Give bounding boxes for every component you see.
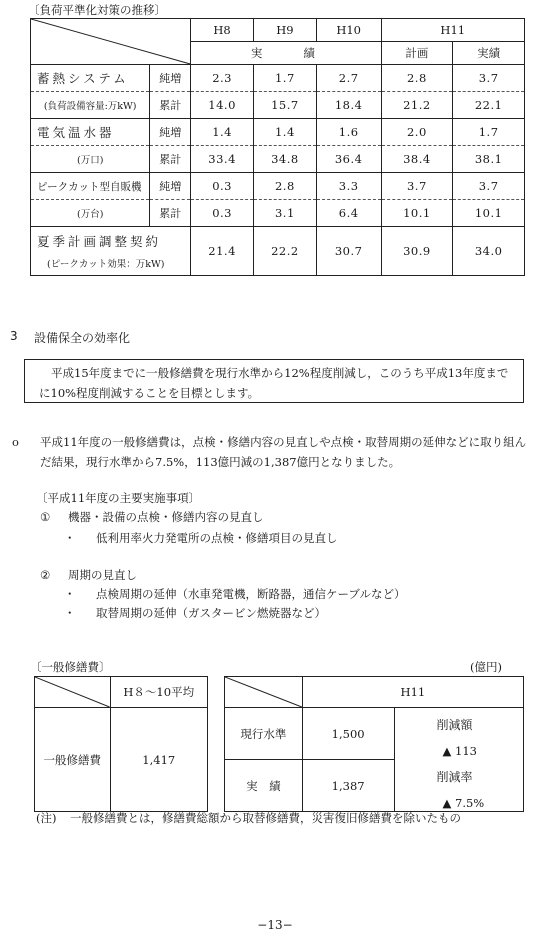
table-cell: 21.4 — [191, 227, 254, 276]
section-title: 設備保全の効率化 — [34, 331, 131, 345]
row-kind: 累計 — [150, 92, 191, 119]
table-cell: 22.1 — [453, 92, 525, 119]
measure-num-2: ② — [40, 568, 51, 582]
table-cell: 3.7 — [453, 173, 525, 200]
table-cell: 2.0 — [381, 119, 453, 146]
table-cell: 3.1 — [253, 200, 316, 227]
year-h10: H10 — [316, 19, 381, 42]
right-diagonal-cell — [225, 677, 303, 708]
repair-caption: 〔一般修繕費〕 — [30, 660, 111, 674]
row-kind: 純増 — [150, 65, 191, 92]
reduction-rate-label: 削減率 — [436, 770, 473, 784]
measure-title-1: 機器・設備の点検・修繕内容の見直し — [68, 510, 264, 524]
header-diagonal-cell — [31, 19, 191, 65]
right-header: H11 — [302, 677, 523, 708]
measure-sub-2-1: 点検周期の延伸（水車発電機，断路器，通信ケーブルなど） — [96, 587, 406, 601]
table-cell: 18.4 — [316, 92, 381, 119]
load-table-caption: 〔負荷平準化対策の推移〕 — [28, 3, 166, 17]
right-row-value: 1,500 — [302, 708, 394, 760]
row-name: 夏季計画調整契約 — [37, 234, 162, 249]
table-cell: 30.9 — [381, 227, 453, 276]
table-cell: 38.1 — [453, 146, 525, 173]
table-cell: 38.4 — [381, 146, 453, 173]
plan-label: 計画 — [381, 42, 453, 65]
row-sub: (ピークカット効果：万kW) — [47, 259, 165, 270]
year-h9: H9 — [253, 19, 316, 42]
row-sub: (万台) — [31, 200, 150, 227]
repair-unit: (億円) — [470, 660, 502, 674]
row-sub: (万口) — [31, 146, 150, 173]
measure-sub-2-2: 取替周期の延伸（ガスタービン燃焼器など） — [96, 606, 326, 620]
measure-sub-1-1: 低利用率火力発電所の点検・修繕項目の見直し — [96, 531, 338, 545]
goal-box — [24, 359, 524, 403]
table-cell: 33.4 — [191, 146, 254, 173]
left-diagonal-cell — [35, 677, 111, 708]
year-h8: H8 — [191, 19, 254, 42]
note-mark: (注) — [36, 811, 57, 825]
bullet-o: o — [12, 435, 19, 449]
table-cell: 10.1 — [453, 200, 525, 227]
table-cell: 1.4 — [253, 119, 316, 146]
table-cell: 6.4 — [316, 200, 381, 227]
right-row-value: 1,387 — [302, 760, 394, 812]
left-header: H８〜10平均 — [110, 677, 208, 708]
table-cell: 36.4 — [316, 146, 381, 173]
table-cell: 34.0 — [453, 227, 525, 276]
measure-dot: ・ — [64, 587, 76, 601]
repair-right-table — [224, 676, 524, 812]
table-cell: 3.3 — [316, 173, 381, 200]
row-kind: 累計 — [150, 146, 191, 173]
load-leveling-table — [30, 18, 525, 276]
table-cell: 30.7 — [316, 227, 381, 276]
right-row-label: 現行水準 — [225, 708, 303, 760]
measures-heading: 〔平成11年度の主要実施事項〕 — [36, 491, 201, 505]
reduction-amount: ▲ 113 — [442, 744, 477, 758]
measure-dot: ・ — [64, 531, 76, 545]
table-cell: 2.7 — [316, 65, 381, 92]
table-cell: 22.2 — [253, 227, 316, 276]
table-cell: 10.1 — [381, 200, 453, 227]
result-paragraph: 平成11年度の一般修繕費は，点検・修繕内容の見直しや点検・取替周期の延伸などに取り組んだ結果，現行水準から7.5%，113億円減の1,387億円となりました。 — [40, 435, 527, 469]
row-kind: 累計 — [150, 200, 191, 227]
table-cell: 34.8 — [253, 146, 316, 173]
measure-title-2: 周期の見直し — [68, 568, 137, 582]
table-cell: 14.0 — [191, 92, 254, 119]
table-cell: 1.4 — [191, 119, 254, 146]
row-name: ピークカット型自販機 — [31, 173, 150, 200]
row-name: 電気温水器 — [31, 119, 150, 146]
section-number: 3 — [10, 329, 18, 343]
right-row-label: 実 績 — [225, 760, 303, 812]
measure-dot: ・ — [64, 606, 76, 620]
reduction-rate: ▲ 7.5% — [442, 796, 485, 810]
page-number: −13− — [257, 918, 293, 932]
year-h11: H11 — [381, 19, 524, 42]
measure-num-1: ① — [40, 510, 51, 524]
table-cell: 0.3 — [191, 200, 254, 227]
row-kind: 純増 — [150, 119, 191, 146]
note-text: 一般修繕費とは，修繕費総額から取替修繕費，災害復旧修繕費を除いたもの — [70, 811, 461, 825]
table-cell: 0.3 — [191, 173, 254, 200]
table-cell: 2.8 — [381, 65, 453, 92]
left-row-label: 一般修繕費 — [35, 708, 111, 812]
table-cell: 1.6 — [316, 119, 381, 146]
row-sub: (負荷設備容量:万kW) — [31, 92, 150, 119]
row-kind: 純増 — [150, 173, 191, 200]
table-cell: 2.3 — [191, 65, 254, 92]
actual-label-h11: 実績 — [453, 42, 525, 65]
left-value: 1,417 — [110, 708, 208, 812]
table-cell: 1.7 — [253, 65, 316, 92]
row-summer-contract — [31, 227, 191, 276]
table-cell: 3.7 — [381, 173, 453, 200]
table-cell: 21.2 — [381, 92, 453, 119]
goal-text: 平成15年度までに一般修繕費を現行水準から12%程度削減し，このうち平成13年度までに10%程度削減することを目標とします。 — [39, 366, 509, 400]
repair-left-table — [34, 676, 208, 812]
actual-label: 実 績 — [191, 42, 381, 65]
table-cell: 3.7 — [453, 65, 525, 92]
reduction-amount-label: 削減額 — [436, 718, 473, 732]
table-cell: 1.7 — [453, 119, 525, 146]
table-cell: 15.7 — [253, 92, 316, 119]
table-cell: 2.8 — [253, 173, 316, 200]
row-name: 蓄熱システム — [31, 65, 150, 92]
reduction-cell — [394, 708, 523, 812]
